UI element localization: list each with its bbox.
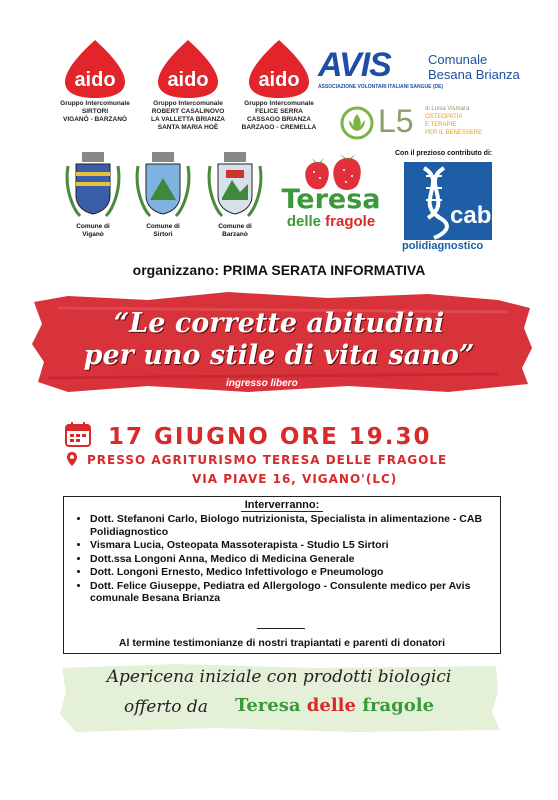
teresa-line2 <box>276 214 386 230</box>
caption-line: Barzanò <box>222 231 248 238</box>
caption-line: CASSAGO BRIANZA <box>247 116 311 123</box>
event-title-line1: “Le corrette abitudini <box>113 308 445 339</box>
caption-line: Comune di <box>218 223 252 230</box>
caption-line: ROBERT CASALINOVO <box>151 108 225 115</box>
speaker-item: • Vismara Lucia, Osteopata Massoterapista - Studio L5 Sirtori <box>90 539 500 552</box>
ingresso-libero: ingresso libero <box>226 378 298 389</box>
speakers-heading <box>64 499 500 511</box>
aido-logo-2 <box>156 38 220 100</box>
aido-word: aido <box>167 69 209 91</box>
avis-right-line: Besana Brianza <box>428 67 520 82</box>
barzano-crest-icon <box>204 150 266 222</box>
teresa-delle: delle <box>286 213 321 230</box>
aido-caption-1 <box>45 100 145 124</box>
lotus-icon <box>340 106 374 140</box>
aido-word: aido <box>74 69 116 91</box>
aido-logo-3 <box>247 38 311 100</box>
caption-line: Gruppo Intercomunale <box>153 100 223 107</box>
caption-line: Gruppo Intercomunale <box>244 100 314 107</box>
speakers-list <box>78 513 500 606</box>
organizzano-heading: organizzano: PRIMA SERATA INFORMATIVA <box>132 262 426 278</box>
sirtori-crest-icon <box>132 150 194 222</box>
caption-line: Viganò <box>82 231 104 238</box>
caption-line: Comune di <box>76 223 110 230</box>
caption-line: SANTA MARIA HOÈ <box>157 124 219 131</box>
l5-line: PER IL BENESSERE <box>425 130 483 136</box>
avis-right-line: Comunale <box>428 52 488 67</box>
place-line2: VIA PIAVE 16, VIGANO'(LC) <box>192 472 398 486</box>
barzano-caption <box>205 223 265 239</box>
teresa-logo <box>276 186 386 230</box>
cab-word: cab <box>450 202 492 229</box>
speakers-box <box>63 496 501 654</box>
event-title-line2: per uno stile di vita sano” <box>83 340 475 371</box>
cab-subtitle: polidiagnostico <box>402 240 484 252</box>
vigano-crest-icon <box>62 150 124 222</box>
avis-comunale <box>428 52 520 82</box>
avis-subtitle: ASSOCIAZIONE VOLONTARI ITALIANI SANGUE (DE) <box>318 84 444 90</box>
l5-word: L5 <box>378 103 414 139</box>
l5-line: OSTEOPATIA <box>425 114 463 120</box>
contrib-text: Con il prezioso contributo di: <box>395 150 493 157</box>
speaker-item: • Dott. Felice Giuseppe, Pediatra ed Allergologo - Consulente medico per Avis comunale Besana Brianza <box>90 580 500 605</box>
caption-line: VIGANÒ - BARZANÒ <box>63 116 127 123</box>
caption-line: SIRTORI <box>81 108 109 115</box>
apericena-brand <box>235 695 434 716</box>
speaker-item: • Dott. Stefanoni Carlo, Biologo nutrizionista, Specialista in alimentazione - CAB Polidiagnostico <box>90 513 500 538</box>
caption-line: Sirtori <box>153 231 173 238</box>
aido-caption-2 <box>138 100 238 132</box>
apericena-line1: Apericena iniziale con prodotti biologici <box>106 667 452 687</box>
aido-caption-3 <box>229 100 329 132</box>
teresa-fragole: fragole <box>325 213 376 230</box>
avis-logo: AVIS <box>318 46 391 84</box>
caption-line: FELICE SERRA <box>255 108 303 115</box>
speakers-heading-text: Interverranno: <box>241 499 324 512</box>
calendar-icon <box>64 420 92 448</box>
aido-word: aido <box>258 69 300 91</box>
testimonianze-text: Al termine testimonianze di nostri trapiantati e parenti di donatori <box>118 637 446 649</box>
brand-delle: delle <box>306 695 356 716</box>
l5-text <box>425 105 482 137</box>
aido-logo-1 <box>63 38 127 100</box>
caption-line: BARZAGO - CREMELLA <box>241 124 317 131</box>
cab-logo <box>404 162 492 240</box>
vigano-caption <box>63 223 123 239</box>
caption-line: Comune di <box>146 223 180 230</box>
brand-fragole: fragole <box>362 695 435 716</box>
divider <box>257 628 305 629</box>
caption-line: LA VALLETTA BRIANZA <box>150 116 226 123</box>
speaker-item: • Dott.ssa Longoni Anna, Medico di Medicina Generale <box>90 553 500 566</box>
brand-teresa: Teresa <box>235 695 301 716</box>
place-line1: PRESSO AGRITURISMO TERESA DELLE FRAGOLE <box>87 453 448 467</box>
l5-logo <box>340 105 490 141</box>
speaker-item: • Dott. Longoni Ernesto, Medico Infettivologo e Pneumologo <box>90 566 500 579</box>
apericena-line2: offerto da <box>124 697 208 717</box>
l5-line: E TERAPIE <box>425 122 457 128</box>
event-date: 17 GIUGNO ORE 19.30 <box>108 424 432 450</box>
teresa-word: Teresa <box>281 184 381 215</box>
sirtori-caption <box>133 223 193 239</box>
l5-line: di Lucia Vismara <box>425 106 470 112</box>
caption-line: Gruppo Intercomunale <box>60 100 130 107</box>
location-pin-icon <box>67 452 77 466</box>
